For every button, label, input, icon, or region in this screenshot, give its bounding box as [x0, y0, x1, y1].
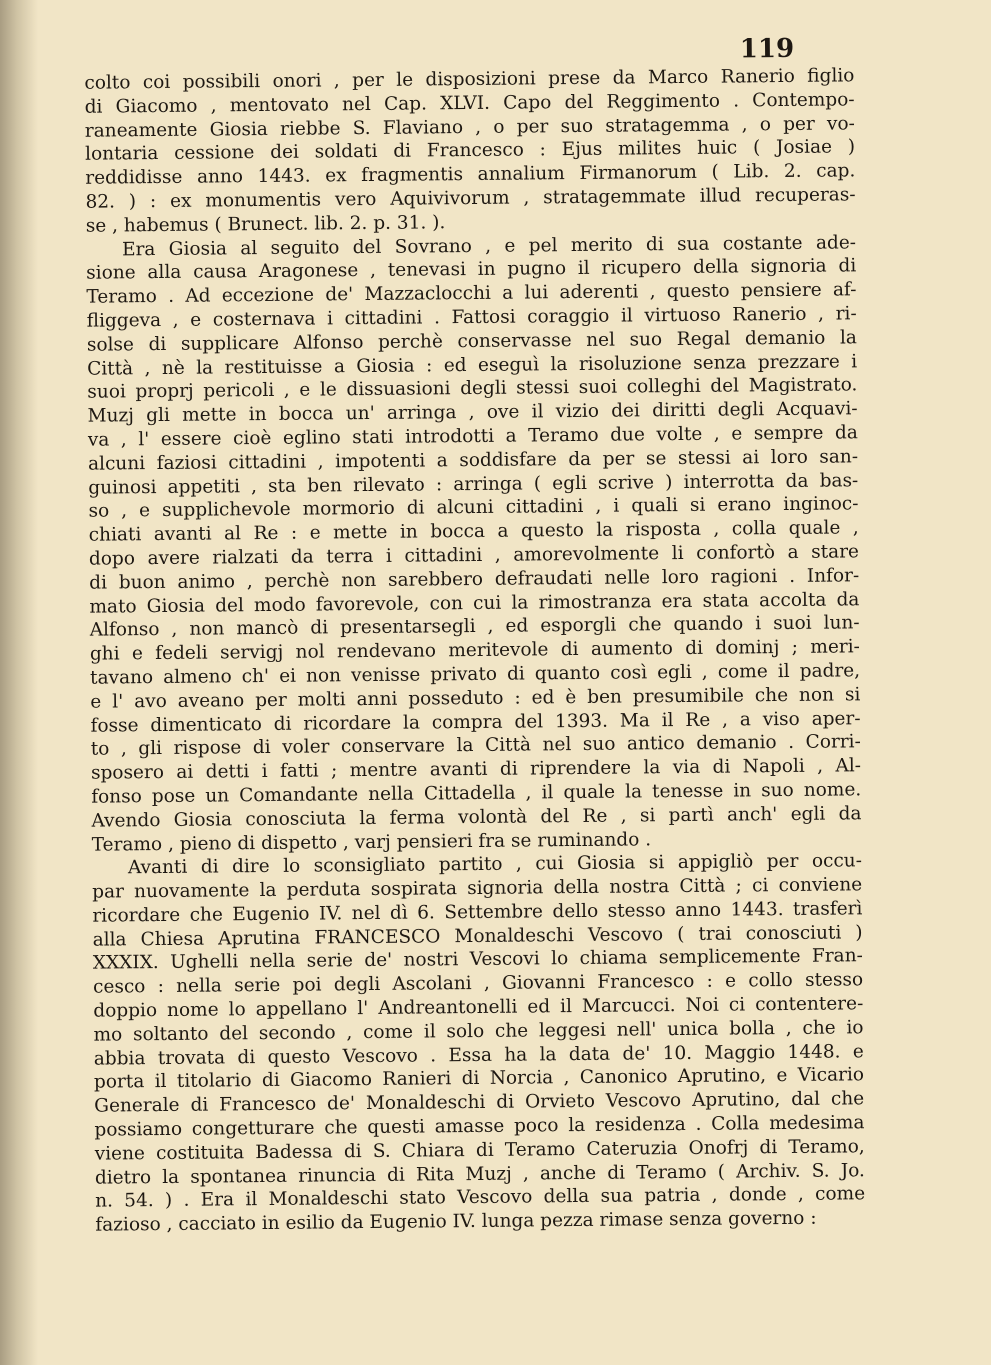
text-line: abbia trovata di questo Vescovo . Essa ha la data de' 10. Maggio 1448. e [93, 1040, 864, 1070]
text-line: Alfonso , non mancò di presentarsegli , ed esporgli che quando i suoi lun- [89, 612, 860, 641]
text-line: viene costituita Badessa di S. Chiara di Teramo Cateruzia Onofrj di Teramo, [94, 1136, 865, 1165]
text-line: guinosi appetiti , sta ben rilevato : arringa ( egli scrive ) interrotta da bas- [88, 469, 859, 499]
page-body-text [84, 64, 865, 1237]
text-line: suoi proprj pericoli , e le dissuasioni degli stessi suoi colleghi del Magistrato. [87, 374, 858, 404]
text-line: mo soltanto del secondo , come il solo che leggesi nell' unica bolla , che io [93, 1017, 864, 1046]
text-line: fonso pose un Comandante nella Cittadella , il quale la tenesse in suo nome. [91, 779, 862, 808]
text-line: e l' avo aveano per molti anni posseduto : ed è ben presumibile che non si [90, 683, 861, 713]
text-line: solse di supplicare Alfonso perchè conservasse nel suo Regal demanio la [86, 327, 857, 356]
text-line: ricordare che Eugenio IV. nel dì 6. Settembre dello stesso anno 1443. trasferì [92, 898, 863, 927]
text-line: n. 54. ) . Era il Monaldeschi stato Vescovo della sua patria , donde , come [95, 1183, 866, 1213]
text-line: par nuovamente la perduta sospirata signoria della nostra Città ; ci conviene [92, 874, 863, 903]
text-line: XXXIX. Ughelli nella serie de' nostri Vescovi lo chiama semplicemente Fran- [92, 945, 863, 975]
text-line: porta il titolario di Giacomo Ranieri di Norcia , Canonico Aprutino, e Vicario [93, 1064, 865, 1094]
text-line: to , gli rispose di voler conservare la Città nel suo antico demanio . Corri- [90, 731, 861, 760]
text-line: doppio nome lo appellano l' Andreantonelli ed il Marcucci. Noi ci contentere- [93, 993, 864, 1022]
text-line: raneamente Giosia riebbe S. Flaviano , o per suo stratagemma , o per vo- [84, 112, 855, 142]
text-line: alla Chiesa Aprutina FRANCESCO Monaldeschi Vescovo ( trai conosciuti ) [92, 921, 863, 951]
text-line: Avanti di dire lo sconsigliato partito , cui Giosia si appigliò per occu- [127, 850, 863, 879]
text-line: Muzj gli mette in bocca un' arringa , ove il vizio dei diritti degli Acquavi- [87, 398, 858, 427]
text-line: fliggeva , e costernava i cittadini . Fattosi coraggio il virtuoso Ranerio , ri- [86, 303, 857, 332]
text-line: 82. ) : ex monumentis vero Aquivivorum , stratagemmate illud recuperas- [85, 184, 856, 213]
text-line: Teramo , pieno di dispetto , varj pensieri fra se ruminando . [91, 828, 652, 856]
text-line: colto coi possibili onori , per le disposizioni prese da Marco Ranerio figlio [84, 65, 855, 94]
text-line: di buon animo , perchè non sarebbero defraudati nelle loro ragioni . Infor- [89, 565, 860, 594]
text-line: ghi e fedeli servigj nol rendevano meritevole di aumento di dominj ; meri- [89, 636, 860, 665]
text-line: alcuni faziosi cittadini , impotenti a soddisfare da per se stessi ai loro san- [87, 446, 859, 475]
book-page [84, 34, 867, 1351]
text-line: mato Giosia del modo favorevole, con cui la rimostranza era stata accolta da [89, 588, 860, 618]
text-line: dopo avere rialzati da terra i cittadini , amorevolmente li confortò a stare [88, 541, 860, 570]
text-line: Era Giosia al seguito del Sovrano , e pel merito di sua costante ade- [121, 231, 857, 260]
page-gutter-shadow [0, 0, 38, 1365]
text-line: reddidisse anno 1443. ex fragmentis annalium Firmanorum ( Lib. 2. cap. [85, 160, 856, 189]
text-line: sposero ai detti i fatti ; mentre avanti di riprendere la via di Napoli , Al- [90, 755, 862, 784]
text-line: se , habemus ( Brunect. lib. 2. p. 31. ). [85, 212, 446, 237]
text-line: so , e supplichevole mormorio di alcuni cittadini , i quali si erano inginoc- [88, 493, 859, 523]
text-line: fazioso , cacciato in esilio da Eugenio IV. lunga pezza rimase senza governo : [95, 1207, 817, 1236]
text-line: Città , nè la restituisse a Giosia : ed eseguì la risoluzione senza prezzare i [87, 350, 858, 380]
text-line: lontaria cessione dei soldati di Francesco : Ejus milites huic ( Josiae ) [85, 136, 856, 166]
text-line: sione alla causa Aragonese , tenevasi in pugno il ricupero della signoria di [86, 255, 857, 285]
text-line: Teramo . Ad eccezione de' Mazzaclocchi a lui aderenti , questo pensiere af- [86, 279, 857, 308]
text-line: Avendo Giosia conosciuta la ferma volontà del Re , si partì anch' egli da [91, 802, 862, 832]
page-number: 119 [739, 33, 795, 65]
text-line: fosse dimenticato di ricordare la compra del 1393. Ma il Re , a viso aper- [90, 707, 861, 737]
text-line: Generale di Francesco de' Monaldeschi di Orvieto Vescovo Aprutino, dal che [94, 1088, 865, 1117]
text-line: chiati avanti al Re : e mette in bocca a questo la risposta , colla quale , [88, 517, 859, 546]
text-line: cesco : nella serie poi degli Ascolani , Giovanni Francesco : e collo stesso [92, 969, 864, 998]
text-line: di Giacomo , mentovato nel Cap. XLVI. Capo del Reggimento . Contempo- [84, 89, 855, 118]
text-line: va , l' essere cioè eglino stati introdotti a Teramo due volte , e sempre da [87, 422, 858, 451]
text-line: tavano almeno ch' ei non venisse privato di quanto così egli , come il padre, [90, 660, 861, 689]
text-line: possiamo congetturare che questi amasse poco la residenza . Colla medesima [94, 1112, 865, 1141]
text-line: dietro la spontanea rinuncia di Rita Muzj , anche di Teramo ( Archiv. S. Jo. [94, 1159, 865, 1189]
